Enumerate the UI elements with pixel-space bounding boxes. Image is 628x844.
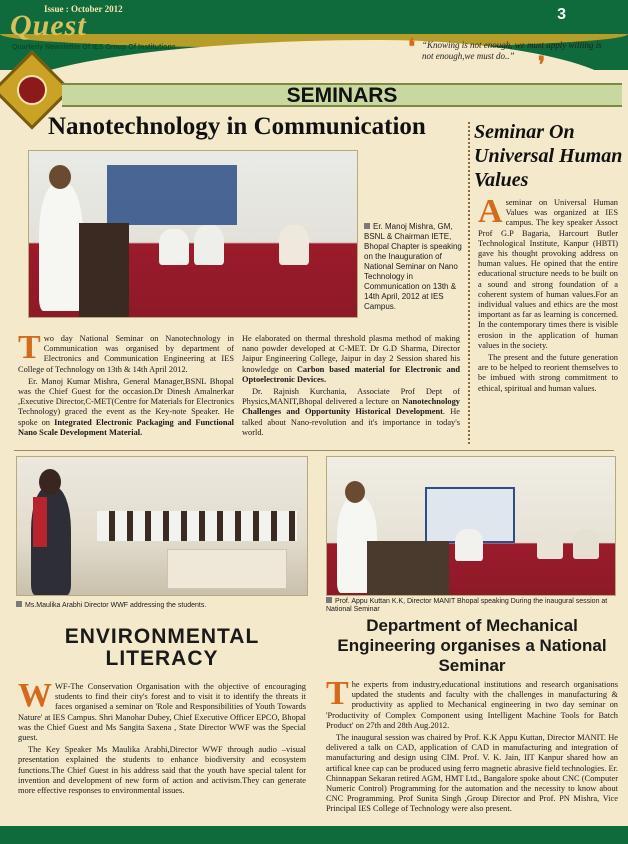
mech-paragraph-2: The inaugural session was chaired by Prof. K.K Appu Kuttan, Director MANIT. He delivered a talk on CAD, application of CAD in manufacturing and integration of manufacturing and design using CIM. Prof. V. K. Jain, IIT Kanpur shared how an artifical knee cap can be produced using ferro magnetic abrasive field technologies. Er. Chinnappan Sekaran retired AGM, HMT Ltd., Bangalore spoke about CNC (Computer Numeric Control) Programming for the automation and the necessity to know about CNC Programming. Prof Sunita Singh ,Group Director and Prof. PN Mishra, Vice Principal IES College of Technology were also present. xyxy=(326,733,618,814)
caption-bullet-icon xyxy=(326,597,332,603)
table xyxy=(167,549,287,589)
header-quote: “Knowing is not enough, we must apply willing is not enough,we must do..” xyxy=(422,40,602,61)
guest-figure xyxy=(455,529,483,561)
drop-cap: A xyxy=(478,193,503,230)
nano-column-2 xyxy=(242,334,460,438)
human-paragraph-2: The present and the future generation are to be helped to reorient themselves to be imbued with strong commitment to ethical, spiritual and human values. xyxy=(478,353,618,393)
nano-paragraph-2: Er. Manoj Kumar Mishra, General Manager,BSNL Bhopal was the Chief Guest for the occasion.Dr Dinesh Amalnerkar ,Executive Director,C-MET(Centre for Materials for Electronics Technology) graced the event as the Key-note Speaker. He spoke on xyxy=(18,376,234,427)
speaker-figure xyxy=(39,183,83,311)
scarf xyxy=(33,497,47,547)
brand-name: Quest xyxy=(10,9,87,42)
human-values-headline: Seminar On Universal Human Values xyxy=(474,121,623,191)
caption-text: Ms.Maulika Arabhi Director WWF addressing the students. xyxy=(25,602,207,609)
guest-figure xyxy=(573,529,599,559)
page-number: 3 xyxy=(557,6,566,23)
nano-photo-caption xyxy=(364,222,464,312)
mech-headline: Department of Mechanical Engineering organises a National Seminar xyxy=(337,616,607,675)
mech-paragraph-1: he experts from industry,educational institutions and research organisations updated the students and faculty with the challenges in manufacturing & productivity as applied to Mechanical engineering in two day seminar on 'Productivity of Complex Component using Intelligent Machine Tools for Batch Product' on 27th and 28th Aug.2012. xyxy=(326,680,618,730)
issue-label: Issue : October 2012 xyxy=(44,4,123,14)
guest-figure xyxy=(159,229,189,265)
section-title: SEMINARS xyxy=(286,84,398,107)
tagline: Quarterly Newsletter Of IES Group Of Institutions xyxy=(12,44,176,51)
caption-text: Er. Manoj Mishra, GM, BSNL & Chairman IETE, Bhopal Chapter is speaking on the Inauguration of National Seminar on Nano Technology in Communication on 13th & 14th April, 2012 at IES Campus. xyxy=(364,222,462,311)
speaker-head xyxy=(49,165,71,189)
projector-screen xyxy=(107,165,237,225)
brand-logo xyxy=(10,9,87,43)
caption-bullet-icon xyxy=(16,601,22,607)
env-column xyxy=(18,677,306,796)
quote-close-icon: ❜ xyxy=(538,52,546,77)
emblem-icon xyxy=(17,75,47,105)
nano-seminar-photo xyxy=(28,150,358,318)
footer-band xyxy=(0,826,628,844)
nano-paragraph-4-bold: Nanotechnology Challenges and Opportunity Historical Development xyxy=(242,397,460,417)
drop-cap: W xyxy=(18,677,52,714)
wwf-photo xyxy=(16,456,308,596)
mech-column xyxy=(326,675,618,815)
nano-paragraph-1: wo day National Seminar on Nanotechnology in Communication was organised by department of Electronics and Communication Engineering at IES College of Technology on 13th & 14th April 2012. xyxy=(18,334,234,374)
section-bar xyxy=(62,83,622,107)
wwf-photo-caption xyxy=(16,601,306,609)
speaker-head xyxy=(39,469,61,495)
nano-paragraph-3-bold: Carbon based material for Electronic and Optoelectronic Devices. xyxy=(242,364,461,384)
env-paragraph-2: The Key Speaker Ms Maulika Arabhi,Director WWF through audio –visual presentation explained the students to enhance biodiversity and ecosystem functions.The Chief Guest in his address said that the youth have special talent for invention and development of new form of action and activism.They can generate more effective responses to environmental issues. xyxy=(18,745,306,796)
human-paragraph-1: seminar on Universal Human Values was organized at IES campus. The key speaker Assoct Prof G.P Bagaria, Harcourt Butler Technological Institute, Kanpur (HBTI) gave his thought provoking address on human values. He opined that the entire educational structure needs to be built on a sound and strong foundation of a coherent system of human values.For an individual values and ethics are the most important as far as learning is concerned. In the contemporary times there is visible erosion in the application of human values in the society. xyxy=(478,198,618,350)
human-values-column xyxy=(478,193,618,394)
guest-figure xyxy=(537,529,563,559)
quote-open-icon: ❛ xyxy=(408,34,416,59)
nano-paragraph-4-end: . He talked about Nano-revolution and it's importance in today's world. xyxy=(242,407,460,437)
drop-cap: T xyxy=(18,329,41,366)
guest-figure xyxy=(279,225,309,265)
nano-paragraph-4: Dr. Rajnish Kurchania, Associate Prof Dept of Physics,MANIT,Bhopal delivered a lecture on xyxy=(242,387,460,407)
podium xyxy=(79,223,129,318)
nano-headline: Nanotechnology in Communication xyxy=(48,113,426,140)
nano-paragraph-2-bold: Integrated Electronic Packaging and Functional Nano Scale Development Material. xyxy=(18,417,235,437)
mech-seminar-photo xyxy=(326,456,616,596)
guest-figure xyxy=(194,225,224,265)
section-separator xyxy=(14,450,614,451)
nano-paragraph-3: He elaborated on thermal threshold plasma method of making nano powder developed at C-MET. Dr G.D Sharma, Director Jaipur Engineering College, Jaipur in day 2 Session shared his knowledge on xyxy=(242,334,460,374)
podium xyxy=(367,541,449,596)
caption-text: Prof. Appu Kuttan K.K, Director MANIT Bhopal speaking During the inaugural session at National Seminar xyxy=(326,598,608,613)
caption-bullet-icon xyxy=(364,223,370,229)
mech-photo-caption xyxy=(326,597,618,614)
env-headline: ENVIRONMENTAL LITERACY xyxy=(64,625,260,670)
env-paragraph-1: WF-The Conservation Organisation with the objective of encouraging students to find their city's forest and to visit it to identify the threats it faces organised a seminar on 'Role and Responsibilities of Youth Towards Nature' at IES Campus. Shri Manohar Dubey, Chief Executive Officer EPCO, Bhopal was the Chief Guest and Ms Sangita Saxena , State Director WWF was the Special guest. xyxy=(18,682,306,743)
column-divider xyxy=(468,122,470,444)
nano-column-1 xyxy=(18,329,235,438)
speaker-head xyxy=(345,481,365,503)
audience xyxy=(97,511,297,541)
drop-cap: T xyxy=(326,675,349,712)
